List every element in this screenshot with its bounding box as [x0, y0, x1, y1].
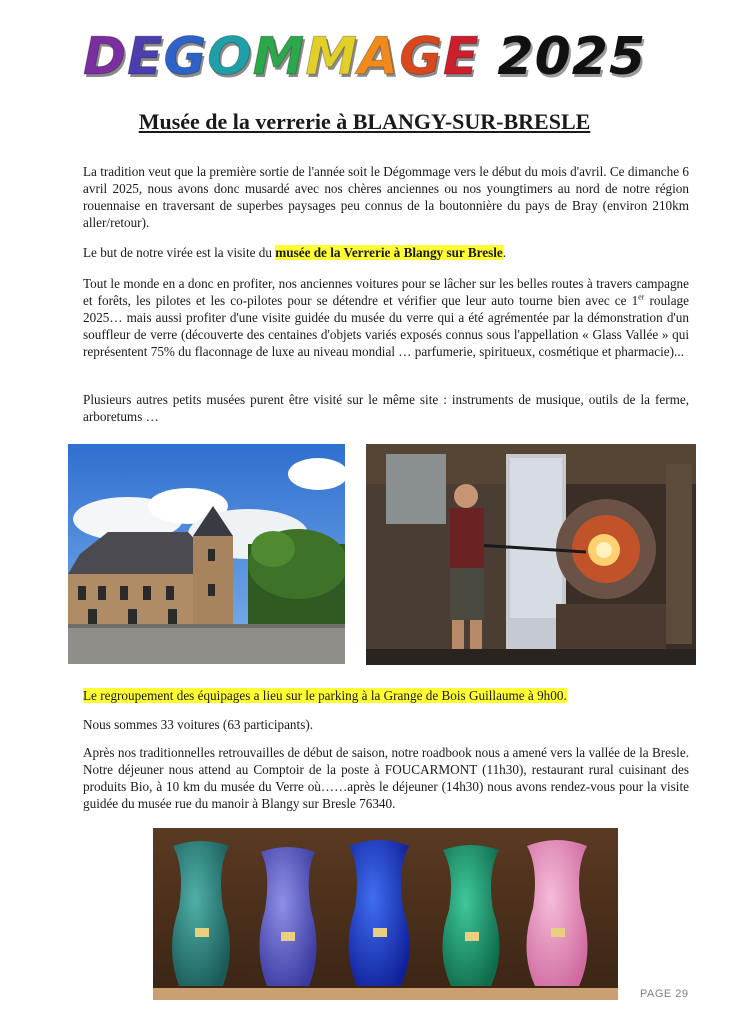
paragraph-text: roulage 2025… mais aussi profiter d'une visite guidée du musée du verre qui a été agrémentée par la démonstration d'un souffleur de verre (découverte des centaines d'objets variés exposés connus sous l'appellation « Glass Vallée » qui représentent 75% du flaconnage de luxe au niveau mondial … parfumerie, spiritueux, cosmétique et pharmacie)... [83, 293, 690, 359]
paragraph-text: Le but de notre virée est la visite du [83, 245, 276, 260]
paragraph-itinerary [83, 744, 689, 812]
paragraph-text: Tout le monde en a donc en profiter, nos anciennes voitures pour se lâcher sur les belles routes à travers campagne et forêts, les pilotes et les co-pilotes pour se détendre et vérifier que leur auto tourne bien avec ce 1 [83, 276, 689, 308]
paragraph-participants [83, 716, 689, 733]
paragraph-meeting [83, 687, 689, 704]
banner-letter: G [399, 27, 443, 87]
article-heading: Musée de la verrerie à BLANGY-SUR-BRESLE [138, 109, 591, 134]
paragraph-program [83, 275, 689, 360]
manor-house-photo [68, 444, 345, 664]
paragraph-purpose [83, 244, 689, 261]
banner-year: 2025 [497, 27, 647, 87]
page-banner [0, 22, 729, 92]
paragraph-intro [83, 163, 689, 231]
paragraph-text: Après nos traditionnelles retrouvailles de début de saison, notre roadbook nous a amené vers la vallée de la Bresle. Notre déjeuner nous attend au Comptoir de la poste à FOUCARMONT (11h30), restaurant rural cuisinant des produits Bio, à 10 km du musée du Verre où……après le déjeuner (14h30) nous avons rendez-vous pour la visite guidée du musée rue du manoir à Blangy sur Bresle 76340. [83, 745, 689, 811]
glassblower-photo [366, 444, 696, 665]
banner-letter: D [82, 27, 128, 87]
museum-highlight: musée de la Verrerie à Blangy sur Bresle [275, 245, 503, 260]
paragraph-text: La tradition veut que la première sortie de l'année soit le Dégommage vers le début du mois d'avril. Ce dimanche 6 avril 2025, nous avons donc musardé avec nos chères anciennes ou nos youngtimers au nord de notre région rouennaise en traversant de superbes paysages peu connus de la boutonnière du pays de Bray (environ 210km aller/retour). [83, 164, 689, 230]
paragraph-other-museums [83, 391, 689, 425]
page-number: PAGE 29 [640, 988, 689, 1000]
banner-letter: G [163, 27, 208, 87]
glass-vases-photo [153, 828, 618, 1000]
superscript: er [638, 292, 645, 302]
banner-letter: O [207, 27, 253, 87]
banner-letter: E [442, 27, 480, 87]
banner-letter: M [252, 27, 306, 87]
paragraph-text: Plusieurs autres petits musées purent être visité sur le même site : instruments de musique, outils de la ferme, arboretums … [83, 392, 689, 424]
banner-letter: M [305, 27, 358, 87]
meeting-highlight: Le regroupement des équipages a lieu sur le parking à la Grange de Bois Guillaume à 9h00. [83, 688, 567, 703]
banner-title [83, 27, 480, 87]
paragraph-text: Nous sommes 33 voitures (63 participants). [83, 717, 314, 732]
paragraph-text: . [502, 245, 507, 260]
banner-letter: E [127, 27, 164, 87]
banner-letter: A [357, 27, 400, 87]
